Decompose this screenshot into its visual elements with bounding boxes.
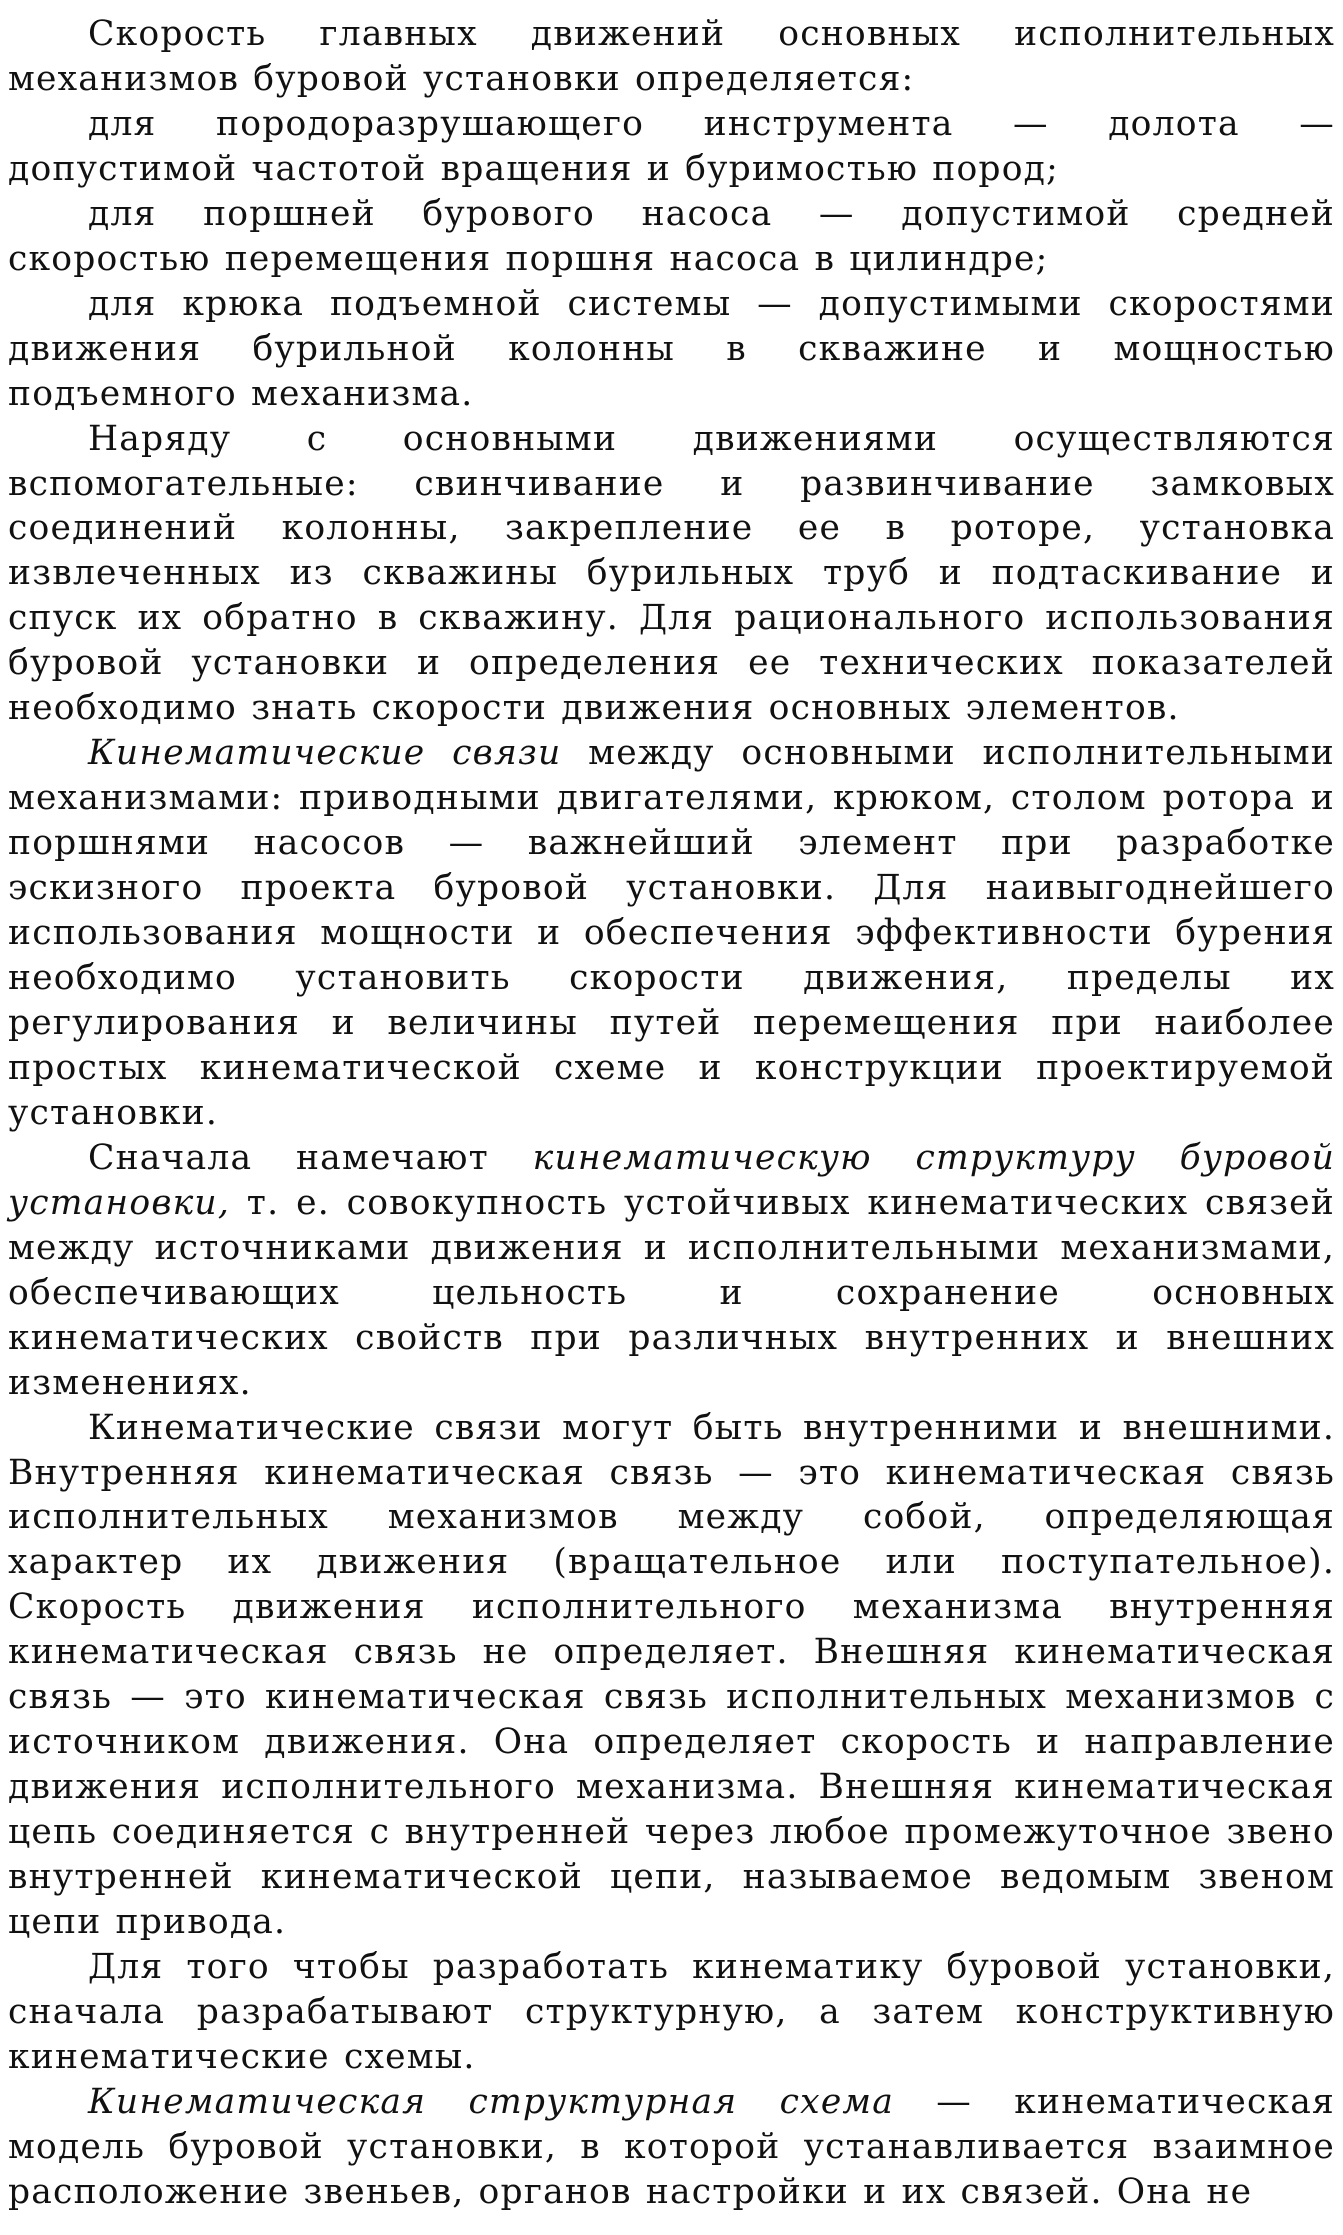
text-run: для породоразрушающего инструмента — долота — допустимой частотой вращения и буримостью пород; xyxy=(8,103,1335,189)
text-run: Сначала намечают xyxy=(88,1137,533,1178)
text-run: для поршней бурового насоса — допустимой средней скоростью перемещения поршня насоса в цилиндре; xyxy=(8,193,1335,279)
text-run: Скорость главных движений основных исполнительных механизмов буровой установки определяется: xyxy=(8,14,1335,99)
paragraph xyxy=(8,102,1335,192)
paragraph xyxy=(8,12,1335,102)
text-run: Для того чтобы разработать кинематику буровой установки, сначала разрабатывают структурную, а затем конструктивную кинематические схемы. xyxy=(8,1946,1335,2077)
paragraph xyxy=(8,1945,1335,2080)
paragraph xyxy=(8,1406,1335,1945)
paragraph xyxy=(8,417,1335,732)
italic-term: Кинематические связи xyxy=(88,733,562,774)
text-run: Кинематические связи могут быть внутренними и внешними. Внутренняя кинематическая связь — это кинематическая связь исполнительных механизмов между собой, определяющая характер их движения (вращательное или поступательное). Скорость движения исполнительного механизма внутренняя кинематическая связь не определяет. Внешняя кинематическая связь — это кинематическая связь исполнительных механизмов с источником движения. Она определяет скорость и направление движения исполнительного механизма. Внешняя кинематическая цепь соединяется с внутренней через любое промежуточное звено внутренней кинематической цепи, называемое ведомым звеном цепи привода. xyxy=(8,1407,1335,1943)
italic-term: кинематическую структуру буровой установки, xyxy=(8,1137,1335,1223)
paragraph xyxy=(8,282,1335,417)
text-run: Наряду с основными движениями осуществляются вспомогательные: свинчивание и развинчивание замковых соединений колонны, закрепление ее в роторе, установка извлеченных из скважины бурильных труб и подтаскивание и спуск их обратно в скважину. Для рационального использования буровой установки и определения ее технических показателей необходимо знать скорости движения основных элементов. xyxy=(8,418,1335,729)
paragraph xyxy=(8,2080,1335,2215)
paragraph xyxy=(8,1136,1335,1406)
paragraph xyxy=(8,192,1335,282)
text-run: для крюка подъемной системы — допустимыми скоростями движения бурильной колонны в скважине и мощностью подъемного механизма. xyxy=(8,283,1335,414)
text-body xyxy=(8,12,1335,2215)
text-run: — кинематическая модель буровой установки, в которой устанавливается взаимное расположение звеньев, органов настройки и их связей. Она не xyxy=(8,2081,1335,2212)
paragraph xyxy=(8,731,1335,1136)
text-run: между основными исполнительными механизмами: приводными двигателями, крюком, столом ротора и поршнями насосов — важнейший элемент при разработке эскизного проекта буровой установки. Для наивыгоднейшего использования мощности и обеспечения эффективности бурения необходимо установить скорости движения, пределы их регулирования и величины путей перемещения при наиболее простых кинематической схеме и конструкции проектируемой установки. xyxy=(8,733,1335,1133)
italic-term: Кинематическая структурная схема xyxy=(88,2081,895,2122)
text-run: т. е. совокупность устойчивых кинематических связей между источниками движения и исполнительными механизмами, обеспечивающих цельность и сохранение основных кинематических свойств при различных внутренних и внешних изменениях. xyxy=(8,1182,1335,1403)
